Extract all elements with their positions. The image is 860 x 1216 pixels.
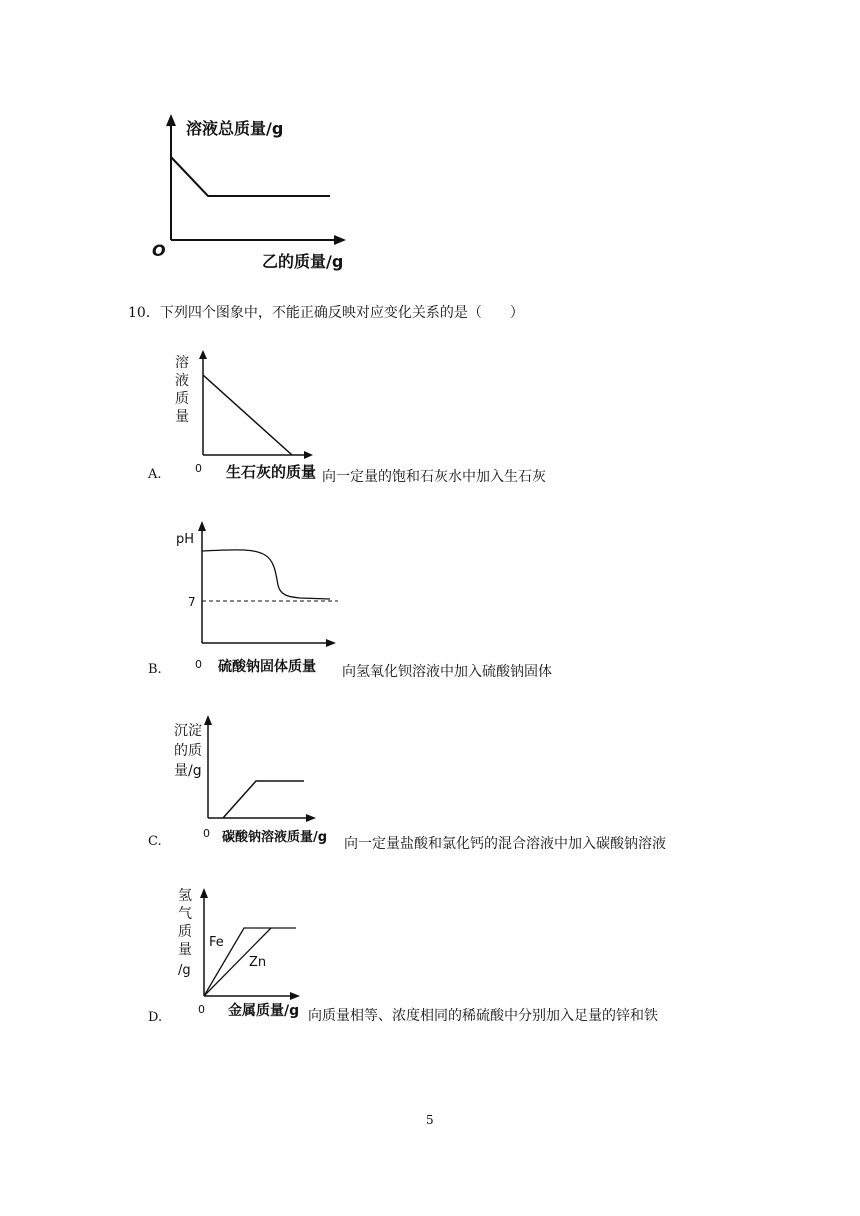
mass-line: [203, 375, 292, 455]
option-b-letter: B.: [148, 662, 162, 677]
ph7-tick-label: 7: [188, 595, 196, 609]
x-axis-arrow: [306, 814, 316, 822]
mass-curve: [171, 157, 330, 196]
prev-graph: [140, 110, 370, 280]
option-a-graph: [170, 345, 330, 480]
y-axis-arrow: [204, 715, 212, 725]
y-label-4: 量: [175, 409, 189, 425]
x-axis-arrow: [290, 992, 300, 1000]
y-label-3: 质: [175, 391, 189, 407]
y-axis-arrow: [166, 114, 176, 126]
origin-label: O: [152, 241, 166, 260]
origin-label: 0: [198, 1003, 205, 1016]
y-axis-label: pH: [176, 532, 195, 547]
y-axis-arrow: [200, 888, 208, 898]
origin-label: 0: [195, 462, 202, 475]
y-label-2: 的质: [174, 743, 202, 759]
fe-label: Fe: [209, 935, 224, 950]
option-b-description: 向氢氧化钡溶液中加入硫酸钠固体: [342, 664, 552, 680]
y-label-5: /g: [178, 963, 191, 978]
option-a-letter: A.: [148, 467, 162, 482]
option-d-xlabel: 金属质量/g: [228, 1003, 300, 1019]
page-number: 5: [426, 1113, 434, 1127]
y-label-2: 液: [175, 373, 189, 389]
y-axis-arrow: [198, 521, 206, 531]
y-axis-arrow: [199, 350, 207, 359]
y-label-4: 量: [178, 942, 192, 958]
precipitate-line: [223, 781, 304, 818]
y-label-2: 气: [178, 906, 192, 922]
option-b-xlabel: 硫酸钠固体质量: [218, 659, 316, 675]
y-label-3: 量/g: [174, 763, 202, 779]
x-axis-label: 乙的质量/g: [262, 252, 344, 271]
option-d-description: 向质量相等、浓度相同的稀硫酸中分别加入足量的锌和铁: [308, 1008, 658, 1024]
x-axis-arrow: [304, 451, 313, 459]
y-label-1: 沉淀: [174, 723, 202, 739]
option-c-letter: C.: [148, 834, 162, 849]
option-c-description: 向一定量盐酸和氯化钙的混合溶液中加入碳酸钠溶液: [344, 836, 666, 852]
y-axis-label: 溶液总质量/g: [186, 119, 284, 138]
y-label-1: 氢: [178, 888, 192, 904]
x-axis-arrow: [326, 639, 336, 647]
option-d-letter: D.: [148, 1010, 163, 1025]
option-a-description: 向一定量的饱和石灰水中加入生石灰: [322, 469, 546, 485]
ph-curve: [202, 550, 330, 599]
y-label-3: 质: [178, 924, 192, 940]
question-text: 10．下列四个图象中，不能正确反映对应变化关系的是（ ）: [128, 305, 524, 321]
x-axis-arrow: [334, 235, 346, 245]
zn-label: Zn: [249, 955, 267, 970]
y-label-1: 溶: [175, 355, 189, 371]
option-c-xlabel: 碳酸钠溶液质量/g: [222, 830, 328, 845]
origin-label: 0: [203, 827, 210, 840]
option-a-xlabel: 生石灰的质量: [226, 463, 317, 481]
origin-label: 0: [195, 658, 202, 671]
